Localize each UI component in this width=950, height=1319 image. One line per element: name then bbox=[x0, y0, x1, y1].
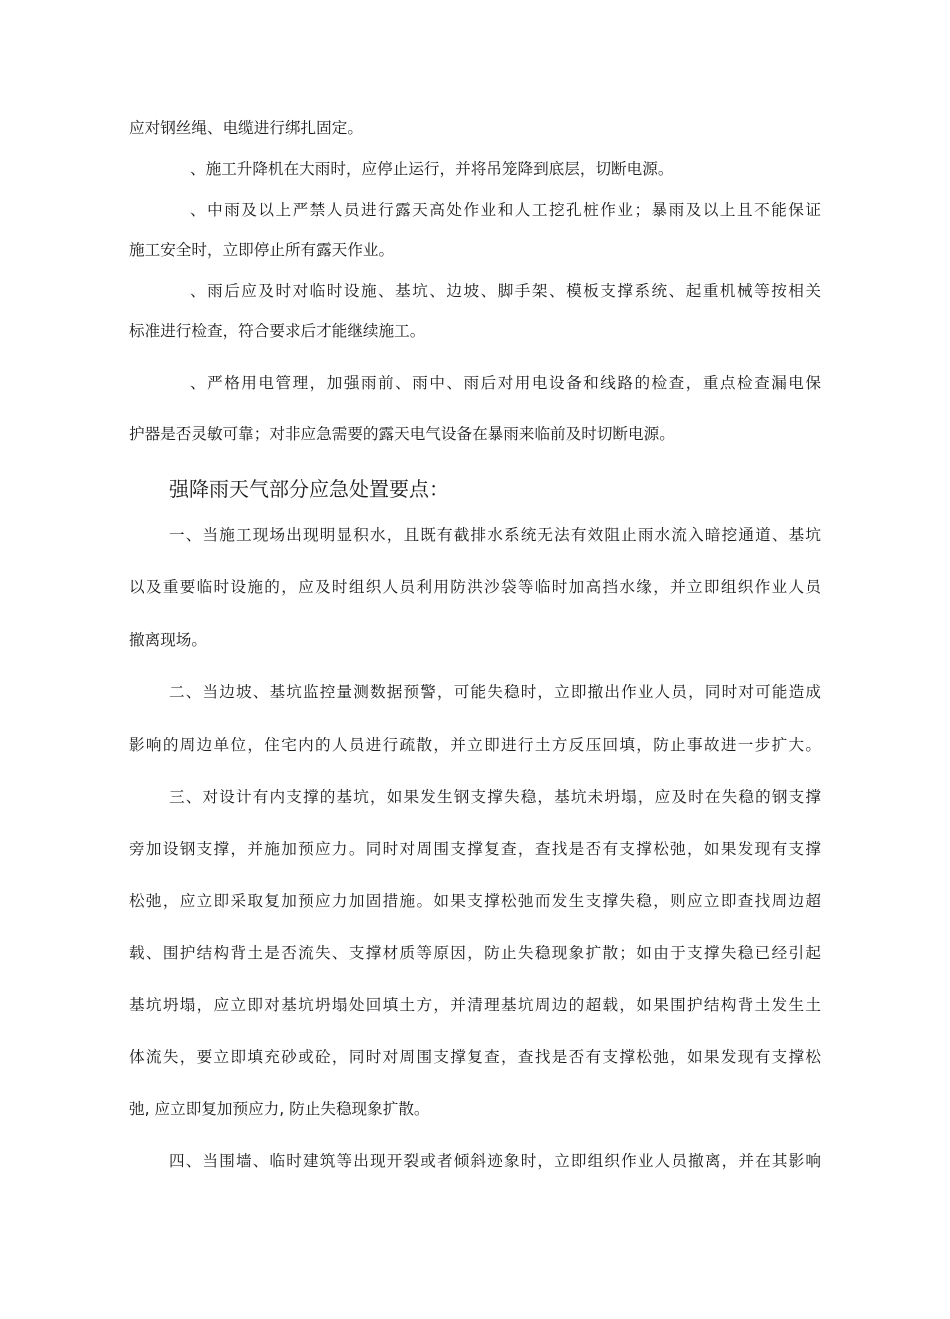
text-line: 、严格用电管理，加强雨前、雨中、雨后对用电设备和线路的检查，重点检查漏电保 bbox=[190, 374, 821, 392]
text-line: 旁加设钢支撑，并施加预应力。同时对周围支撑复查，查找是否有支撑松弛，如果发现有支撑 bbox=[129, 840, 821, 858]
text-line: 载、围护结构背土是否流失、支撑材质等原因，防止失稳现象扩散；如由于支撑失稳已经引起 bbox=[129, 944, 821, 962]
text-line: 护器是否灵敏可靠；对非应急需要的露天电气设备在暴雨来临前及时切断电源。 bbox=[129, 425, 675, 443]
text-line: 基坑坍塌，应立即对基坑坍塌处回填土方，并清理基坑周边的超载，如果围护结构背土发生土 bbox=[129, 996, 821, 1014]
section-heading: 强降雨天气部分应急处置要点： bbox=[169, 477, 449, 501]
text-line: 、中雨及以上严禁人员进行露天高处作业和人工挖孔桩作业；暴雨及以上且不能保证 bbox=[190, 201, 821, 219]
text-line: 四、当围墙、临时建筑等出现开裂或者倾斜迹象时，立即组织作业人员撤离，并在其影响 bbox=[169, 1152, 821, 1170]
text-line: 、雨后应及时对临时设施、基坑、边坡、脚手架、模板支撑系统、起重机械等按相关 bbox=[190, 282, 821, 300]
text-line: 二、当边坡、基坑监控量测数据预警，可能失稳时，立即撤出作业人员，同时对可能造成 bbox=[169, 683, 821, 701]
text-line: 松弛，应立即采取复加预应力加固措施。如果支撑松弛而发生支撑失稳，则应立即查找周边超 bbox=[129, 892, 821, 910]
text-line: 撤离现场。 bbox=[129, 631, 207, 649]
text-line: 影响的周边单位，住宅内的人员进行疏散，并立即进行土方反压回填，防止事故进一步扩大。 bbox=[129, 736, 821, 754]
text-line: 标准进行检查，符合要求后才能继续施工。 bbox=[129, 322, 426, 340]
text-line: 一、当施工现场出现明显积水，且既有截排水系统无法有效阻止雨水流入暗挖通道、基坑 bbox=[169, 526, 821, 544]
text-line: 体流失，要立即填充砂或砼，同时对周围支撑复查，查找是否有支撑松弛，如果发现有支撑松 bbox=[129, 1048, 821, 1066]
text-line: 弛, 应立即复加预应力, 防止失稳现象扩散。 bbox=[129, 1100, 430, 1118]
text-line: 以及重要临时设施的，应及时组织人员利用防洪沙袋等临时加高挡水缘，并立即组织作业人员 bbox=[129, 578, 821, 596]
text-line: 三、对设计有内支撑的基坑，如果发生钢支撑失稳，基坑未坍塌，应及时在失稳的钢支撑 bbox=[169, 788, 821, 806]
text-line: 施工安全时，立即停止所有露天作业。 bbox=[129, 241, 395, 259]
text-line: 、施工升降机在大雨时，应停止运行，并将吊笼降到底层，切断电源。 bbox=[190, 160, 674, 178]
text-line: 应对钢丝绳、电缆进行绑扎固定。 bbox=[129, 119, 363, 137]
